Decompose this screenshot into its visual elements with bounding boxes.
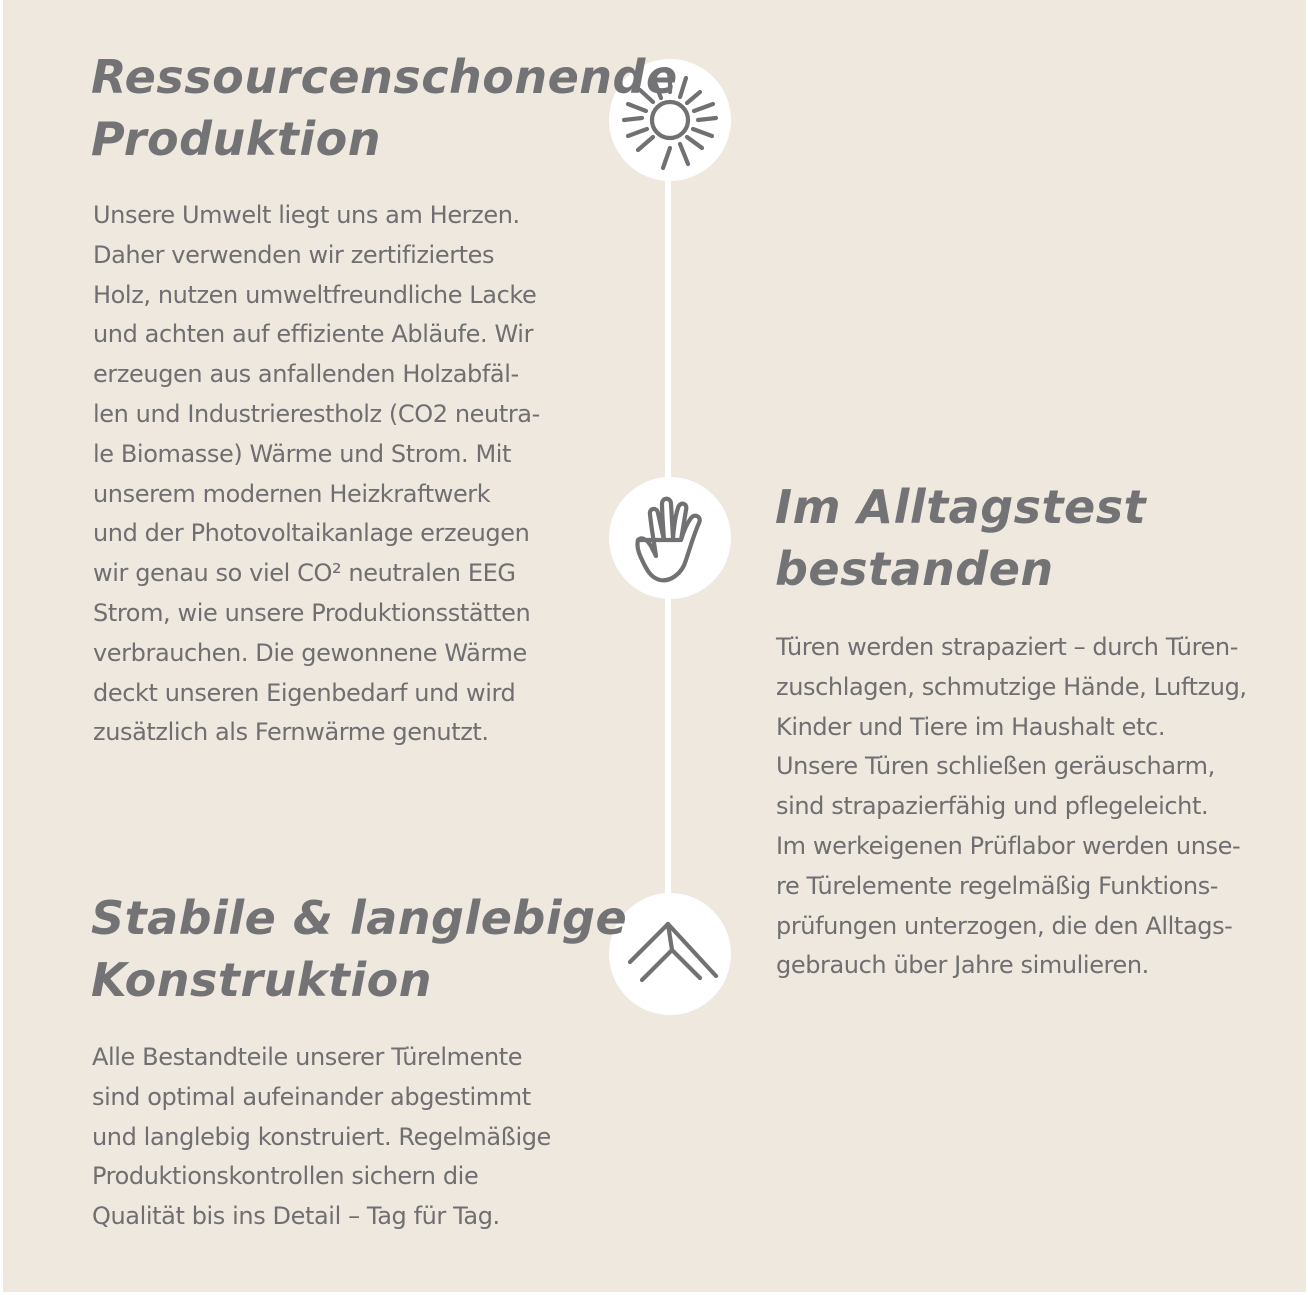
construction-body-line: und langlebig konstruiert. Regelmäßige: [92, 1122, 551, 1151]
everyday-body-line: Im werkeigenen Prüflabor werden unse-: [776, 831, 1241, 860]
production-title-line: Ressourcenschonende: [91, 50, 678, 104]
production-body-line: erzeugen aus anfallenden Holzabfäl-: [93, 360, 519, 389]
production-body-line: deckt unseren Eigenbedarf und wird: [93, 678, 516, 707]
production-body-line: verbrauchen. Die gewonnene Wärme: [93, 638, 527, 667]
everyday-body-line: re Türelemente regelmäßig Funktions-: [776, 871, 1219, 900]
construction-body-line: Produktionskontrollen sichern die: [92, 1162, 479, 1191]
construction-body-line: Qualität bis ins Detail – Tag für Tag.: [92, 1202, 500, 1231]
hand-icon: [620, 488, 720, 588]
construction-title-line: Konstruktion: [91, 953, 432, 1007]
everyday-body-line: zuschlagen, schmutzige Hände, Luftzug,: [776, 672, 1247, 701]
production-body-line: zusätzlich als Fernwärme genutzt.: [93, 718, 489, 747]
everyday-body-line: prüfungen unterzogen, die den Alltags-: [776, 911, 1233, 940]
construction-body: [92, 1038, 551, 1237]
everyday-body-line: Türen werden strapaziert – durch Türen-: [776, 633, 1238, 661]
production-body-line: Daher verwenden wir zertifiziertes: [93, 240, 495, 269]
production-body-line: wir genau so viel CO² neutralen EEG: [93, 559, 516, 588]
everyday-body-line: Unsere Türen schließen geräuscharm,: [776, 752, 1215, 781]
page: [3, 0, 1306, 1292]
everyday-title-line: bestanden: [775, 542, 1054, 596]
everyday-body-line: sind strapazierfähig und pflegeleicht.: [776, 792, 1209, 821]
production-title-line: Produktion: [91, 112, 381, 166]
everyday-title: [775, 476, 1146, 600]
production-body-line: Unsere Umwelt liegt uns am Herzen.: [93, 201, 520, 229]
everyday-body: [776, 628, 1247, 986]
roof-icon-circle: [609, 893, 731, 1015]
production-body-line: und der Photovoltaikanlage erzeugen: [93, 519, 530, 548]
production-body: [93, 196, 540, 753]
roof-icon: [620, 904, 720, 1004]
construction-title: [91, 887, 627, 1011]
production-body-line: und achten auf effiziente Abläufe. Wir: [93, 320, 534, 349]
everyday-body-line: Kinder und Tiere im Haushalt etc.: [776, 712, 1166, 741]
construction-title-line: Stabile & langlebige: [91, 891, 628, 945]
production-title: [91, 46, 678, 170]
everyday-title-line: Im Alltagstest: [775, 480, 1147, 534]
production-body-line: Strom, wie unsere Produktionsstätten: [93, 598, 531, 627]
everyday-body-line: gebrauch über Jahre simulieren.: [776, 951, 1149, 980]
hand-icon-circle: [609, 477, 731, 599]
production-body-line: unserem modernen Heizkraftwerk: [93, 479, 491, 508]
construction-body-line: sind optimal aufeinander abgestimmt: [92, 1082, 531, 1111]
construction-body-line: Alle Bestandteile unserer Türelmente: [92, 1043, 523, 1071]
production-body-line: le Biomasse) Wärme und Strom. Mit: [93, 439, 512, 468]
production-body-line: len und Industrierestholz (CO2 neutra-: [93, 399, 540, 428]
production-body-line: Holz, nutzen umweltfreundliche Lacke: [93, 280, 537, 309]
